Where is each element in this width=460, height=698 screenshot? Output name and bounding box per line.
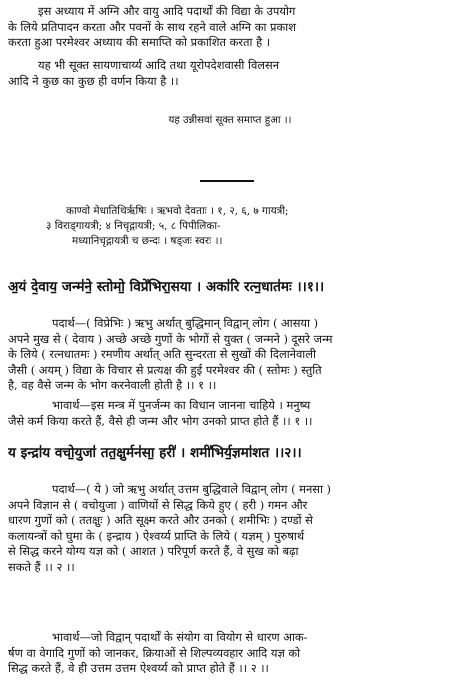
section-divider xyxy=(200,180,254,182)
verse-1-padartha xyxy=(8,316,452,394)
padartha-line: अपने मुख से ( देवाय ) अच्छे अच्छे गुणों के भोगों से युक्त ( जन्मने ) दूसरे जन्म xyxy=(8,331,333,346)
bhavartha-line: जैसे कर्म किया करते हैं, वैसे ही जन्म और भोग उनको प्राप्त होते हैं ।। १ ।। xyxy=(8,413,313,428)
padartha-line: सकते हैं ।। २ ।। xyxy=(8,559,75,574)
bhavartha-line: भावार्थ—जो विद्वान् पदार्थों के संयोग वा वियोग से धारण आक- xyxy=(52,630,308,644)
verse-2-bhavartha xyxy=(8,630,452,677)
bhavartha-line: सिद्ध करते हैं, वे ही उत्तम उत्तम ऐश्वर्य्य को प्राप्त होते हैं ।। २ ।। xyxy=(8,661,269,676)
header-line: काण्वो मेधातिथिर्ऋषिः । ऋभवो देवताः । १, २, ६, ७ गायत्री; xyxy=(66,205,289,217)
padartha-line: धारण गुणों को ( ततक्षुः ) अति सूक्ष्म करते और उनको ( शमीभिः ) दण्डों से xyxy=(8,513,313,528)
padartha-line: पदार्थ—( ये ) जो ऋभु अर्थात् उत्तम बुद्धिवाले विद्वान् लोग ( मनसा ) xyxy=(52,482,331,496)
bhavartha-line: र्षण वा वेगादि गुणों को जानकर, क्रियाओं से शिल्पव्यवहार आदि यज्ञ को xyxy=(8,645,301,660)
intro-line: इस अध्याय में अग्नि और वायु आदि पदार्थों की विद्या के उपयोग xyxy=(38,4,296,18)
verse-2-padartha xyxy=(8,482,452,576)
sukta-closing-note: यह उन्नीसवां सूक्त समाप्त हुआ ।। xyxy=(168,115,292,126)
padartha-line: है, वह वैसे जन्म के भोग करनेवाली होती है ।। १ ।। xyxy=(8,378,217,393)
intro-line: यह भी सूक्त सायणाचार्य्य आदि तथा यूरोपदेशवासी विलसन xyxy=(38,58,280,72)
mantra-text: य इन्द्रा॑य वचो॒युजा॑ तत॒क्षुर्मन॑सा॒ हरी॑ । शमी॑भिर्य॒ज्ञमा॑शत ।।२।। xyxy=(8,445,302,461)
padartha-line: से सिद्ध करने योग्य यज्ञ को ( आशत ) परिपूर्ण करते हैं, वे सुख को बढ़ा xyxy=(8,544,299,559)
mantra-text: अ॒यं दे॒वाय॒ जन्म॑ने॒ स्तोमो॒ विप्रे॑भिरा॒सया । अका॑रि रत्न॒धात॑मः ।।१।। xyxy=(8,279,325,295)
verse-1-mantra xyxy=(8,278,452,296)
bhavartha-line: भावार्थ—इस मन्त्र में पुनर्जन्म का विधान जानना चाहिये । मनुष्य xyxy=(52,398,311,412)
header-line: ३ विराड्गायत्री; ४ निचृद्गायत्री; ५, ८ पिपीलिका- xyxy=(46,219,221,232)
padartha-line: कलायन्त्रों को घुमा के ( इन्द्राय ) ऐश्वर्य्य प्राप्ति के लिये ( यज्ञम् ) पुरुषार्थ xyxy=(8,528,305,543)
padartha-line: अपने विज्ञान से ( वचोयुजा ) वाणियों से सिद्ध किये हुए ( हरी ) गमन और xyxy=(8,497,308,512)
header-line: मध्यानिचृद्गायत्री च छन्दः । षड्जः स्वरः ।। xyxy=(72,234,223,247)
padartha-line: पदार्थ—( विप्रेभिः ) ऋभु अर्थात् बुद्धिमान् विद्वान् लोग ( आसया ) xyxy=(52,316,319,330)
verse-1-bhavartha xyxy=(8,398,452,429)
intro-line: करता हुआ परमेश्वर अध्याय की समाप्ति को प्रकाशित करता है । xyxy=(8,35,271,50)
verse-2-mantra xyxy=(8,444,452,462)
intro-line: आदि ने कुछ का कुछ ही वर्णन किया है ।। xyxy=(8,73,179,88)
padartha-line: जैसी ( अयम् ) विद्या के विचार से प्रत्यक्ष की हुई परमेश्वर की ( स्तोमः ) स्तुति xyxy=(8,362,322,377)
intro-paragraph xyxy=(8,4,452,51)
sukta-header xyxy=(8,204,452,248)
intro-line: के लिये प्रतिपादन करता और पवनों के साथ रहने वाले अग्नि का प्रकाश xyxy=(8,19,296,34)
padartha-line: के लिये ( रत्नधातमः ) रमणीय अर्थात् अति सुन्दरता से सुखों की दिलानेवाली xyxy=(8,347,316,362)
intro-paragraph-2 xyxy=(8,58,452,89)
